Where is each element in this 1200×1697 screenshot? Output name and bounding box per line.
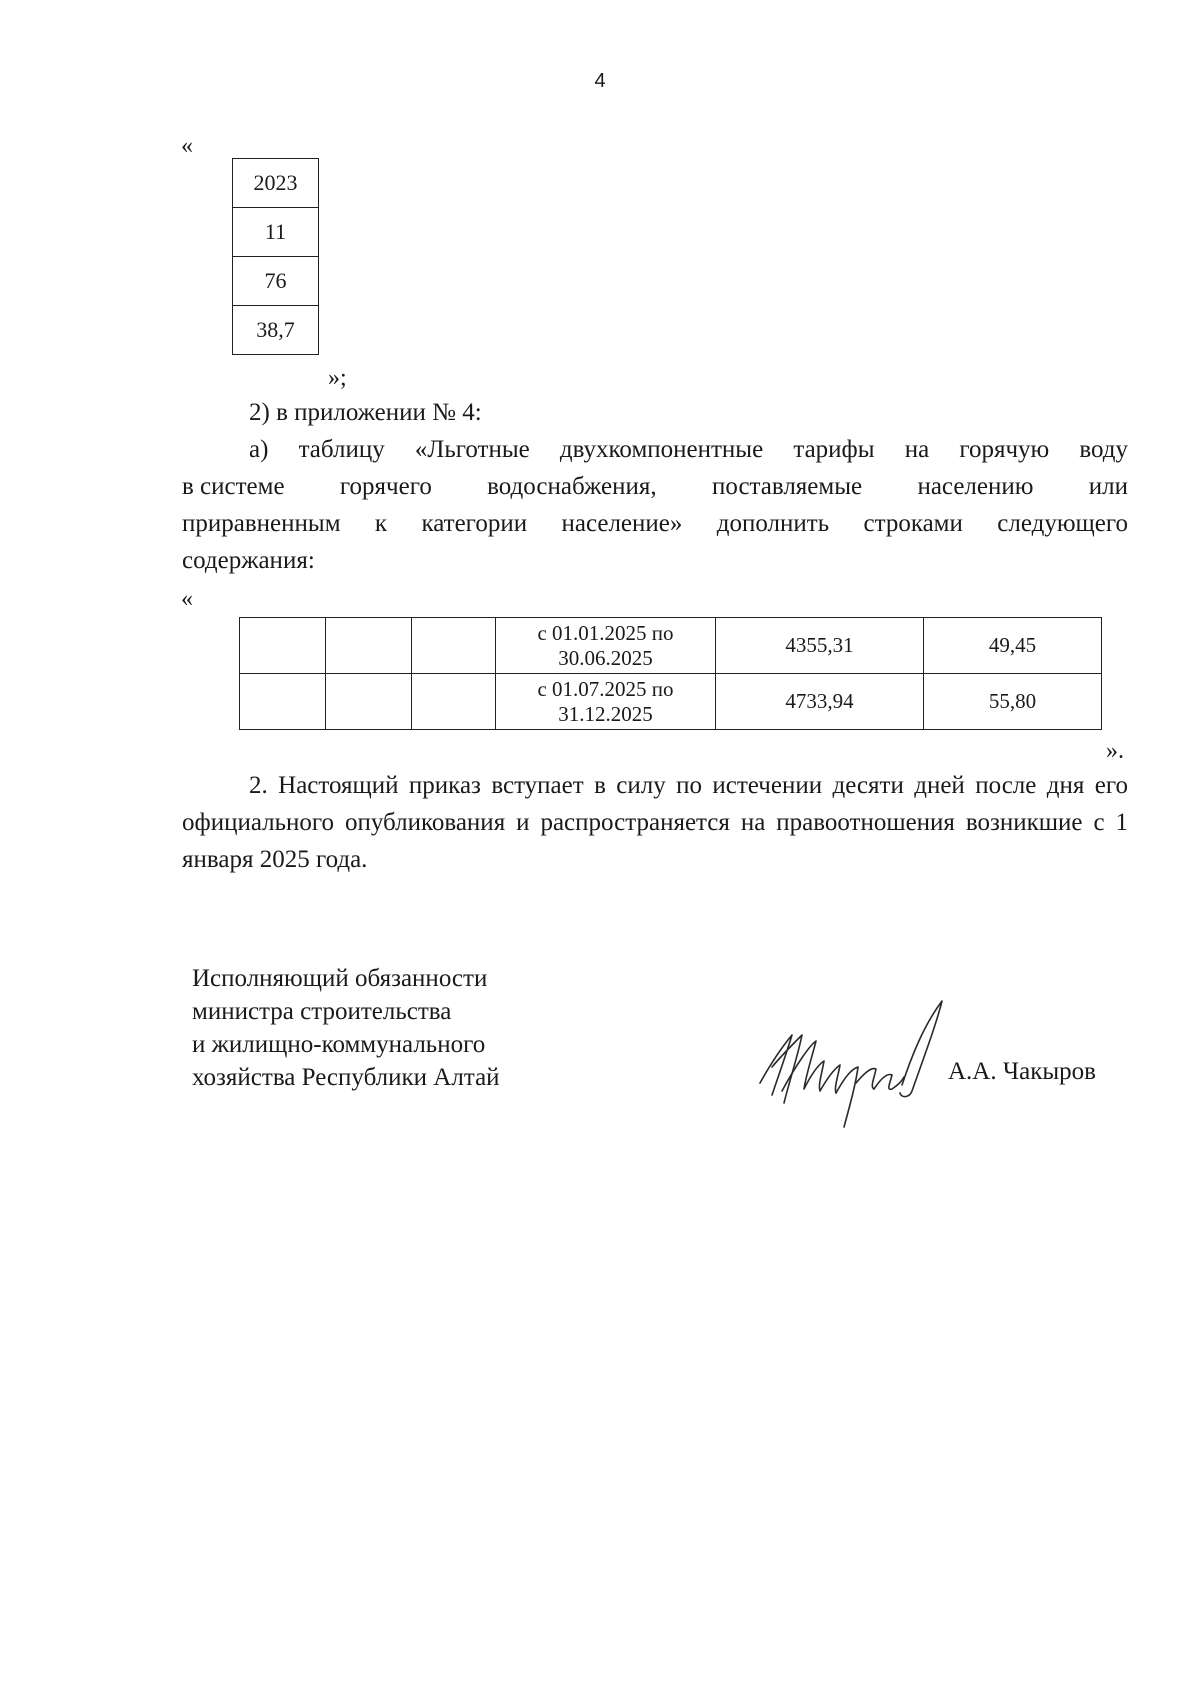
table-cell: 2023 <box>233 159 319 208</box>
period-start: с 01.07.2025 по <box>537 676 674 701</box>
table-row <box>240 618 1102 674</box>
table-row <box>233 257 319 306</box>
opening-quote: « <box>181 586 193 612</box>
table-cell <box>326 674 412 730</box>
period-end: 30.06.2025 <box>558 645 653 670</box>
word: горячего <box>339 473 432 500</box>
word: в системе <box>182 473 285 500</box>
year-table <box>232 158 319 355</box>
item-a-line3: приравненным к категории население» дополнить строками следующего <box>182 510 1128 537</box>
opening-quote: « <box>181 133 193 159</box>
signatory-name: А.А. Чакыров <box>948 1058 1096 1085</box>
tariff-value-cell: 55,80 <box>924 674 1102 730</box>
table-cell <box>412 674 496 730</box>
table-row <box>233 306 319 355</box>
item-a-line1: а) таблицу «Льготные двухкомпонентные тарифы на горячую воду <box>249 436 1128 463</box>
handwritten-signature <box>752 995 952 1135</box>
table-row <box>233 208 319 257</box>
period-cell <box>496 674 716 730</box>
table-cell <box>240 674 326 730</box>
table-cell <box>326 618 412 674</box>
word: поставляемые <box>711 473 863 500</box>
table-cell: 76 <box>233 257 319 306</box>
signatory-line: Исполняющий обязанности <box>192 965 488 992</box>
closing-quote: ». <box>1106 738 1124 764</box>
amendment-paragraph <box>182 394 1128 579</box>
clause-2-paragraph: 2. Настоящий приказ вступает в силу по истечении десяти дней после дня его официального опубликования и распространяется на правоотношения возникшие с 1 января 2025 года. <box>182 772 1128 873</box>
signatory-line: министра строительства <box>192 998 452 1025</box>
word: населению <box>917 473 1034 500</box>
signatory-line: и жилищно-коммунального <box>192 1031 486 1058</box>
period-cell <box>496 618 716 674</box>
item-a-line4: содержания: <box>182 547 315 574</box>
item-a-line2 <box>182 468 1128 505</box>
period-start: с 01.01.2025 по <box>537 620 674 645</box>
table-cell <box>240 618 326 674</box>
table-row <box>240 674 1102 730</box>
table-cell <box>412 618 496 674</box>
tariff-table <box>239 617 1102 730</box>
signatory-line: хозяйства Республики Алтай <box>192 1064 500 1091</box>
table-cell: 11 <box>233 208 319 257</box>
signatory-title <box>192 962 500 1094</box>
item-2-text: 2) в приложении № 4: <box>249 399 482 426</box>
table-cell: 38,7 <box>233 306 319 355</box>
tariff-value-cell: 4355,31 <box>716 618 924 674</box>
word: водоснабжения, <box>487 473 657 500</box>
period-end: 31.12.2025 <box>558 701 653 726</box>
tariff-value-cell: 4733,94 <box>716 674 924 730</box>
table-row <box>233 159 319 208</box>
word: или <box>1088 473 1128 500</box>
page-number: 4 <box>594 70 606 92</box>
closing-quote: »; <box>328 365 347 391</box>
tariff-value-cell: 49,45 <box>924 618 1102 674</box>
